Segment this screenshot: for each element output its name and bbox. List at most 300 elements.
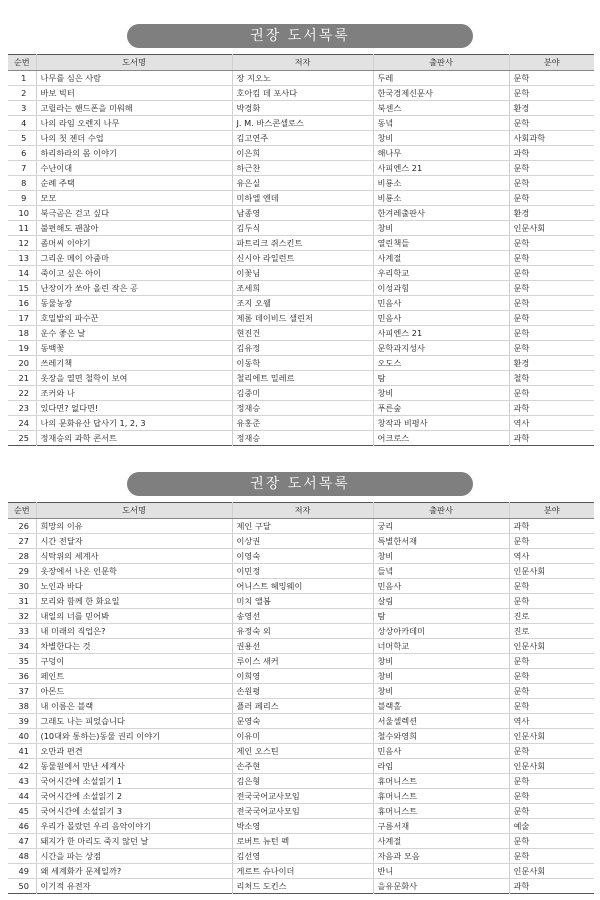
cell-publisher: 살림 bbox=[373, 594, 509, 609]
cell-field: 문학 bbox=[509, 684, 594, 699]
cell-publisher: 창비 bbox=[373, 669, 509, 684]
cell-publisher: 사피엔스 21 bbox=[373, 161, 509, 176]
cell-title: 죽이고 싶은 아이 bbox=[36, 266, 232, 281]
table-row bbox=[8, 386, 594, 401]
cell-author: 하근찬 bbox=[232, 161, 373, 176]
cell-publisher: 창비 bbox=[373, 221, 509, 236]
cell-author: 전국국어교사모임 bbox=[232, 789, 373, 804]
cell-title: 정재승의 과학 콘서트 bbox=[36, 431, 232, 446]
table-row bbox=[8, 804, 594, 819]
cell-no: 41 bbox=[8, 744, 36, 759]
cell-author: 문영숙 bbox=[232, 714, 373, 729]
cell-title: 호밀밭의 파수꾼 bbox=[36, 311, 232, 326]
cell-author: 철리에트 밀레르 bbox=[232, 371, 373, 386]
table-row bbox=[8, 206, 594, 221]
cell-publisher: 상상아카데미 bbox=[373, 624, 509, 639]
table-row bbox=[8, 251, 594, 266]
cell-publisher: 문학과지성사 bbox=[373, 341, 509, 356]
table-row bbox=[8, 729, 594, 744]
cell-publisher: 철수와영희 bbox=[373, 729, 509, 744]
cell-author: 박소영 bbox=[232, 819, 373, 834]
cell-publisher: 사계절 bbox=[373, 251, 509, 266]
cell-no: 39 bbox=[8, 714, 36, 729]
cell-field: 문학 bbox=[509, 311, 594, 326]
cell-no: 28 bbox=[8, 549, 36, 564]
cell-no: 20 bbox=[8, 356, 36, 371]
cell-title: 페인트 bbox=[36, 669, 232, 684]
table-row bbox=[8, 371, 594, 386]
cell-author: 신시아 라일런트 bbox=[232, 251, 373, 266]
cell-no: 42 bbox=[8, 759, 36, 774]
cell-no: 48 bbox=[8, 849, 36, 864]
cell-field: 문학 bbox=[509, 281, 594, 296]
table-row bbox=[8, 699, 594, 714]
cell-field: 문학 bbox=[509, 116, 594, 131]
cell-publisher: 특별한서재 bbox=[373, 534, 509, 549]
cell-author: 제롬 데이비드 샐린저 bbox=[232, 311, 373, 326]
cell-author: 전국국어교사모임 bbox=[232, 804, 373, 819]
cell-publisher: 어크로스 bbox=[373, 431, 509, 446]
cell-field: 문학 bbox=[509, 594, 594, 609]
cell-publisher: 두레 bbox=[373, 71, 509, 86]
cell-title: 시간을 파는 상점 bbox=[36, 849, 232, 864]
cell-no: 5 bbox=[8, 131, 36, 146]
cell-title: (10대와 통하는)동물 권리 이야기 bbox=[36, 729, 232, 744]
cell-no: 26 bbox=[8, 519, 36, 534]
cell-author: 조지 오웰 bbox=[232, 296, 373, 311]
cell-title: 동물원에서 만난 세계사 bbox=[36, 759, 232, 774]
cell-title: 오만과 편견 bbox=[36, 744, 232, 759]
table-row bbox=[8, 519, 594, 534]
cell-field: 과학 bbox=[509, 519, 594, 534]
table-row bbox=[8, 221, 594, 236]
cell-author: 게르트 슈나이더 bbox=[232, 864, 373, 879]
table-row bbox=[8, 789, 594, 804]
cell-publisher: 휴머니스트 bbox=[373, 804, 509, 819]
cell-title: 시간 전달자 bbox=[36, 534, 232, 549]
cell-no: 43 bbox=[8, 774, 36, 789]
table-row bbox=[8, 401, 594, 416]
cell-author: 정재승 bbox=[232, 401, 373, 416]
cell-field: 환경 bbox=[509, 101, 594, 116]
cell-author: 권용선 bbox=[232, 639, 373, 654]
cell-author: 장 지오노 bbox=[232, 71, 373, 86]
cell-field: 문학 bbox=[509, 534, 594, 549]
cell-no: 36 bbox=[8, 669, 36, 684]
table-row bbox=[8, 341, 594, 356]
cell-publisher: 해나무 bbox=[373, 146, 509, 161]
table-row bbox=[8, 594, 594, 609]
cell-no: 19 bbox=[8, 341, 36, 356]
cell-author: 어니스트 헤밍웨이 bbox=[232, 579, 373, 594]
cell-field: 과학 bbox=[509, 879, 594, 894]
table-row bbox=[8, 549, 594, 564]
cell-publisher: 사피엔스 21 bbox=[373, 326, 509, 341]
cell-field: 철학 bbox=[509, 371, 594, 386]
cell-publisher: 비룡소 bbox=[373, 191, 509, 206]
cell-field: 인문사회 bbox=[509, 864, 594, 879]
header-publisher: 출판사 bbox=[373, 503, 509, 519]
table-row bbox=[8, 326, 594, 341]
cell-title: 내 이름은 블랙 bbox=[36, 699, 232, 714]
cell-publisher: 우리학교 bbox=[373, 266, 509, 281]
cell-no: 37 bbox=[8, 684, 36, 699]
section-title: 권장 도서목록 bbox=[127, 24, 473, 48]
cell-field: 문학 bbox=[509, 266, 594, 281]
cell-publisher: 이성과힘 bbox=[373, 281, 509, 296]
cell-author: 이꽃님 bbox=[232, 266, 373, 281]
table-row bbox=[8, 131, 594, 146]
cell-no: 11 bbox=[8, 221, 36, 236]
header-author: 저자 bbox=[232, 503, 373, 519]
cell-title: 동물농장 bbox=[36, 296, 232, 311]
cell-no: 47 bbox=[8, 834, 36, 849]
cell-no: 24 bbox=[8, 416, 36, 431]
cell-field: 문학 bbox=[509, 849, 594, 864]
cell-no: 21 bbox=[8, 371, 36, 386]
cell-field: 역사 bbox=[509, 714, 594, 729]
cell-no: 4 bbox=[8, 116, 36, 131]
header-author: 저자 bbox=[232, 55, 373, 71]
cell-author: J. M. 바스콘셀로스 bbox=[232, 116, 373, 131]
cell-publisher: 비룡소 bbox=[373, 176, 509, 191]
cell-field: 문학 bbox=[509, 71, 594, 86]
table-row bbox=[8, 819, 594, 834]
cell-publisher: 창비 bbox=[373, 684, 509, 699]
table-row bbox=[8, 116, 594, 131]
cell-publisher: 동녘 bbox=[373, 116, 509, 131]
cell-no: 2 bbox=[8, 86, 36, 101]
cell-publisher: 창비 bbox=[373, 386, 509, 401]
cell-author: 플러 페리스 bbox=[232, 699, 373, 714]
cell-no: 10 bbox=[8, 206, 36, 221]
cell-no: 14 bbox=[8, 266, 36, 281]
cell-title: 쓰레기책 bbox=[36, 356, 232, 371]
table-row bbox=[8, 161, 594, 176]
cell-field: 과학 bbox=[509, 431, 594, 446]
cell-field: 문학 bbox=[509, 699, 594, 714]
cell-no: 35 bbox=[8, 654, 36, 669]
cell-publisher: 민음사 bbox=[373, 579, 509, 594]
cell-author: 호아킴 데 포사다 bbox=[232, 86, 373, 101]
cell-no: 33 bbox=[8, 624, 36, 639]
cell-title: 차별한다는 것 bbox=[36, 639, 232, 654]
cell-publisher: 창비 bbox=[373, 654, 509, 669]
cell-title: 나의 첫 젠더 수업 bbox=[36, 131, 232, 146]
table-row bbox=[8, 534, 594, 549]
cell-publisher: 창비 bbox=[373, 549, 509, 564]
cell-no: 27 bbox=[8, 534, 36, 549]
table-row bbox=[8, 714, 594, 729]
cell-field: 인문사회 bbox=[509, 759, 594, 774]
table-row bbox=[8, 176, 594, 191]
cell-title: 식탁위의 세계사 bbox=[36, 549, 232, 564]
cell-title: 내 미래의 직업은? bbox=[36, 624, 232, 639]
cell-publisher: 블랙홀 bbox=[373, 699, 509, 714]
cell-no: 8 bbox=[8, 176, 36, 191]
table-row bbox=[8, 639, 594, 654]
cell-no: 9 bbox=[8, 191, 36, 206]
table-row bbox=[8, 879, 594, 894]
booklist-table bbox=[8, 54, 594, 446]
cell-title: 우리가 몰랐던 우리 음악이야기 bbox=[36, 819, 232, 834]
cell-publisher: 자음과 모음 bbox=[373, 849, 509, 864]
cell-publisher: 휴머니스트 bbox=[373, 789, 509, 804]
cell-title: 옷장에서 나온 인문학 bbox=[36, 564, 232, 579]
cell-publisher: 북센스 bbox=[373, 101, 509, 116]
cell-author: 김고연주 bbox=[232, 131, 373, 146]
table-row bbox=[8, 356, 594, 371]
cell-title: 불편해도 괜찮아 bbox=[36, 221, 232, 236]
cell-author: 김유정 bbox=[232, 341, 373, 356]
table-row bbox=[8, 669, 594, 684]
cell-publisher: 푸른숲 bbox=[373, 401, 509, 416]
table-row bbox=[8, 266, 594, 281]
cell-title: 내일의 너를 믿어봐 bbox=[36, 609, 232, 624]
cell-field: 인문사회 bbox=[509, 639, 594, 654]
table-row bbox=[8, 281, 594, 296]
cell-author: 이희영 bbox=[232, 669, 373, 684]
cell-author: 송영선 bbox=[232, 609, 373, 624]
cell-publisher: 한겨레출판사 bbox=[373, 206, 509, 221]
cell-no: 45 bbox=[8, 804, 36, 819]
cell-title: 노인과 바다 bbox=[36, 579, 232, 594]
cell-field: 환경 bbox=[509, 206, 594, 221]
cell-field: 문학 bbox=[509, 834, 594, 849]
cell-author: 이동학 bbox=[232, 356, 373, 371]
cell-title: 구덩이 bbox=[36, 654, 232, 669]
cell-no: 1 bbox=[8, 71, 36, 86]
header-title: 도서명 bbox=[36, 503, 232, 519]
table-row bbox=[8, 684, 594, 699]
cell-publisher: 사계절 bbox=[373, 834, 509, 849]
header-title: 도서명 bbox=[36, 55, 232, 71]
cell-author: 김두식 bbox=[232, 221, 373, 236]
section-title: 권장 도서목록 bbox=[127, 472, 473, 496]
cell-publisher: 궁리 bbox=[373, 519, 509, 534]
cell-field: 문학 bbox=[509, 161, 594, 176]
cell-author: 미치 앨봄 bbox=[232, 594, 373, 609]
cell-author: 미하엘 엔데 bbox=[232, 191, 373, 206]
cell-author: 김선영 bbox=[232, 849, 373, 864]
cell-author: 이민정 bbox=[232, 564, 373, 579]
cell-publisher: 민음사 bbox=[373, 744, 509, 759]
cell-author: 정재승 bbox=[232, 431, 373, 446]
table-row bbox=[8, 579, 594, 594]
cell-field: 문학 bbox=[509, 176, 594, 191]
cell-field: 예술 bbox=[509, 819, 594, 834]
cell-title: 이기적 유전자 bbox=[36, 879, 232, 894]
table-header-row bbox=[8, 503, 594, 519]
cell-no: 6 bbox=[8, 146, 36, 161]
cell-publisher: 민음사 bbox=[373, 311, 509, 326]
header-publisher: 출판사 bbox=[373, 55, 509, 71]
cell-field: 문학 bbox=[509, 191, 594, 206]
cell-field: 진로 bbox=[509, 624, 594, 639]
cell-publisher: 라임 bbox=[373, 759, 509, 774]
cell-title: 운수 좋은 날 bbox=[36, 326, 232, 341]
cell-title: 북극곰은 걷고 싶다 bbox=[36, 206, 232, 221]
cell-title: 그래도 나는 피었습니다 bbox=[36, 714, 232, 729]
cell-publisher: 너머학교 bbox=[373, 639, 509, 654]
cell-no: 15 bbox=[8, 281, 36, 296]
table-row bbox=[8, 416, 594, 431]
cell-publisher: 창비 bbox=[373, 131, 509, 146]
cell-publisher: 민음사 bbox=[373, 296, 509, 311]
cell-publisher: 오도스 bbox=[373, 356, 509, 371]
cell-publisher: 서울셀렉션 bbox=[373, 714, 509, 729]
table-row bbox=[8, 101, 594, 116]
cell-title: 국어시간에 소설읽기 1 bbox=[36, 774, 232, 789]
cell-field: 인문사회 bbox=[509, 729, 594, 744]
cell-title: 모모 bbox=[36, 191, 232, 206]
cell-field: 문학 bbox=[509, 579, 594, 594]
cell-no: 44 bbox=[8, 789, 36, 804]
cell-author: 유정숙 외 bbox=[232, 624, 373, 639]
cell-title: 나무를 심은 사람 bbox=[36, 71, 232, 86]
cell-title: 나의 문화유산 답사기 1, 2, 3 bbox=[36, 416, 232, 431]
table-row bbox=[8, 236, 594, 251]
cell-field: 역사 bbox=[509, 549, 594, 564]
cell-author: 제인 오스틴 bbox=[232, 744, 373, 759]
table-row bbox=[8, 564, 594, 579]
cell-author: 이영숙 bbox=[232, 549, 373, 564]
cell-field: 문학 bbox=[509, 804, 594, 819]
cell-title: 있다면? 없다면! bbox=[36, 401, 232, 416]
cell-field: 문학 bbox=[509, 386, 594, 401]
cell-field: 역사 bbox=[509, 416, 594, 431]
header-no: 순번 bbox=[8, 503, 36, 519]
cell-no: 17 bbox=[8, 311, 36, 326]
cell-title: 나의 라임 오렌지 나무 bbox=[36, 116, 232, 131]
cell-field: 문학 bbox=[509, 296, 594, 311]
cell-author: 루이스 새커 bbox=[232, 654, 373, 669]
header-field: 분야 bbox=[509, 55, 594, 71]
cell-author: 제인 구달 bbox=[232, 519, 373, 534]
cell-no: 34 bbox=[8, 639, 36, 654]
cell-field: 문학 bbox=[509, 236, 594, 251]
table-row bbox=[8, 191, 594, 206]
cell-author: 유홍준 bbox=[232, 416, 373, 431]
cell-no: 40 bbox=[8, 729, 36, 744]
cell-publisher: 한국경제신문사 bbox=[373, 86, 509, 101]
cell-field: 문학 bbox=[509, 744, 594, 759]
table-row bbox=[8, 86, 594, 101]
cell-author: 이상권 bbox=[232, 534, 373, 549]
cell-author: 파트리크 쥐스킨트 bbox=[232, 236, 373, 251]
table-row bbox=[8, 759, 594, 774]
cell-title: 순례 주택 bbox=[36, 176, 232, 191]
table-row bbox=[8, 609, 594, 624]
cell-no: 12 bbox=[8, 236, 36, 251]
cell-no: 18 bbox=[8, 326, 36, 341]
cell-title: 국어시간에 소설읽기 3 bbox=[36, 804, 232, 819]
cell-author: 현진건 bbox=[232, 326, 373, 341]
cell-field: 문학 bbox=[509, 789, 594, 804]
cell-title: 옷장을 열면 철학이 보여 bbox=[36, 371, 232, 386]
cell-field: 문학 bbox=[509, 774, 594, 789]
cell-field: 인문사회 bbox=[509, 564, 594, 579]
cell-author: 김은형 bbox=[232, 774, 373, 789]
table-row bbox=[8, 774, 594, 789]
cell-author: 유은실 bbox=[232, 176, 373, 191]
table-row bbox=[8, 834, 594, 849]
cell-no: 25 bbox=[18, 433, 29, 443]
cell-title: 동백꽃 bbox=[36, 341, 232, 356]
table-header-row bbox=[8, 55, 594, 71]
cell-field: 과학 bbox=[509, 146, 594, 161]
cell-field: 문학 bbox=[509, 86, 594, 101]
table-row bbox=[8, 654, 594, 669]
header-no: 순번 bbox=[8, 55, 36, 71]
cell-publisher: 반니 bbox=[373, 864, 509, 879]
cell-no: 13 bbox=[8, 251, 36, 266]
cell-no: 22 bbox=[8, 386, 36, 401]
cell-field: 진로 bbox=[509, 609, 594, 624]
cell-title: 희망의 이유 bbox=[36, 519, 232, 534]
header-field: 분야 bbox=[509, 503, 594, 519]
cell-field: 인문사회 bbox=[509, 221, 594, 236]
cell-title: 조커와 나 bbox=[36, 386, 232, 401]
cell-title: 수난이대 bbox=[36, 161, 232, 176]
cell-field: 문학 bbox=[509, 326, 594, 341]
cell-publisher: 탐 bbox=[373, 371, 509, 386]
cell-publisher: 탐 bbox=[373, 609, 509, 624]
cell-author: 이유미 bbox=[232, 729, 373, 744]
cell-field: 과학 bbox=[509, 401, 594, 416]
table-row bbox=[8, 864, 594, 879]
cell-author: 손원평 bbox=[232, 684, 373, 699]
cell-title: 돼지가 한 마리도 죽지 않던 날 bbox=[36, 834, 232, 849]
cell-no: 50 bbox=[18, 881, 29, 891]
cell-author: 김중미 bbox=[232, 386, 373, 401]
cell-publisher: 창작과 비평사 bbox=[373, 416, 509, 431]
cell-title: 하리하라의 몸 이야기 bbox=[36, 146, 232, 161]
cell-no: 3 bbox=[8, 101, 36, 116]
cell-publisher: 휴머니스트 bbox=[373, 774, 509, 789]
cell-author: 로버트 뉴턴 펙 bbox=[232, 834, 373, 849]
cell-title: 왜 세계화가 문제일까? bbox=[36, 864, 232, 879]
cell-no: 23 bbox=[8, 401, 36, 416]
cell-title: 아몬드 bbox=[36, 684, 232, 699]
table-row bbox=[8, 624, 594, 639]
table-row bbox=[8, 296, 594, 311]
cell-no: 31 bbox=[8, 594, 36, 609]
cell-publisher: 을유문화사 bbox=[373, 879, 509, 894]
table-row bbox=[8, 146, 594, 161]
table-row bbox=[8, 744, 594, 759]
table-row bbox=[8, 311, 594, 326]
cell-author: 박경화 bbox=[232, 101, 373, 116]
cell-title: 난장이가 쏘아 올린 작은 공 bbox=[36, 281, 232, 296]
booklist-table bbox=[8, 502, 594, 894]
cell-field: 문학 bbox=[509, 341, 594, 356]
cell-title: 모리와 함께 한 화요일 bbox=[36, 594, 232, 609]
cell-no: 29 bbox=[8, 564, 36, 579]
cell-publisher: 구름서재 bbox=[373, 819, 509, 834]
cell-no: 46 bbox=[8, 819, 36, 834]
cell-title: 국어시간에 소설읽기 2 bbox=[36, 789, 232, 804]
cell-field: 문학 bbox=[509, 669, 594, 684]
cell-author: 손주현 bbox=[232, 759, 373, 774]
cell-publisher: 열린책들 bbox=[373, 236, 509, 251]
cell-author: 남종영 bbox=[232, 206, 373, 221]
cell-no: 30 bbox=[8, 579, 36, 594]
cell-field: 문학 bbox=[509, 251, 594, 266]
table-row bbox=[8, 849, 594, 864]
cell-no: 49 bbox=[8, 864, 36, 879]
cell-field: 사회과학 bbox=[509, 131, 594, 146]
